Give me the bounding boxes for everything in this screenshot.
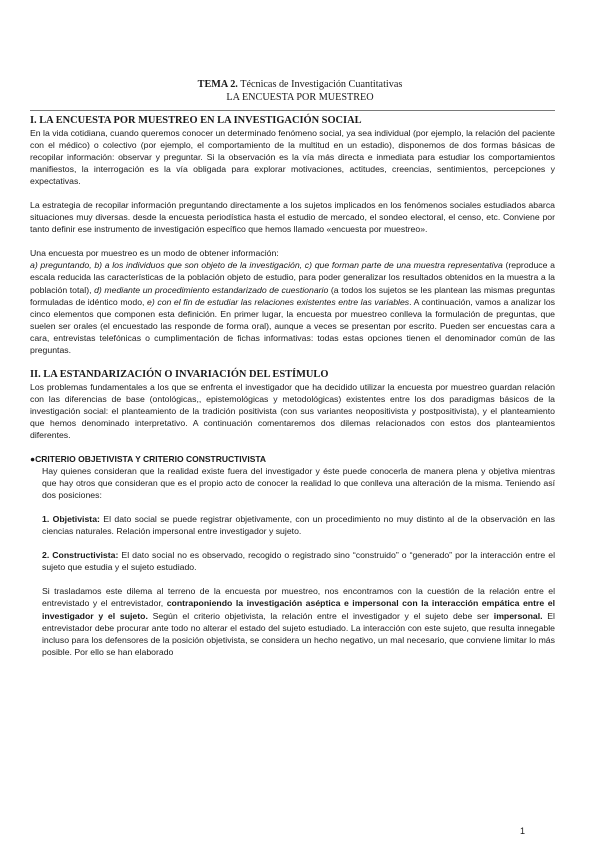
topic-line xyxy=(0,78,600,91)
para-last-bold-contrast: contraponiendo la investigación aséptica e impersonal con la interacción empática entre el investigador y el sujeto. xyxy=(42,598,555,621)
para-last-part-e: El entrevistador debe procurar ante todo no alterar el estado del sujeto estudiado. La interacción con este sujeto, que resulta innegable incluso para los defensores de la posición objetivista, se considera un hecho negativo, un mal necesario, que conviene limitar lo más posible. Por ello se han elaborado xyxy=(42,610,555,657)
para-last-part-c: Según el criterio objetivista, la relación entre el investigador y el sujeto debe ser xyxy=(147,610,494,621)
definition-d: d) mediante un procedimiento estandarizado de cuestionario xyxy=(94,284,329,295)
definition-c-explanation: (reproduce a escala reducida las características de la población objeto de estudio, para poder generalizar los resultados obtenidos en la muestra a la población total), xyxy=(30,260,556,295)
section-2-paragraph-1: Los problemas fundamentales a los que se enfrenta el investigador que ha decidido utilizar la encuesta por muestreo guardan relación con las diferencias de base (ontológicas,, epistemológicas y metodológicas) existentes entre los dos paradigmas básicos de la investigación social: el planteamiento de la tradición positivista (con sus variantes neopositivista y postpositivista), y el planteamiento que hemos denominado interpretativo. A continuación comentaremos dos dilemas relacionados con estos dos planteamientos diferentes. xyxy=(30,381,555,440)
definition-e: e) con el fin de estudiar las relaciones existentes entre las variables xyxy=(147,296,410,307)
header-divider xyxy=(30,110,555,111)
item-constructivista-label: 2. Constructivista: xyxy=(42,550,119,561)
section-2-paragraph-last xyxy=(30,585,555,657)
definition-a-b-c: a) preguntando, b) a los individuos que son objeto de la investigación, c) que forman parte de una muestra representativa xyxy=(30,260,503,271)
bullet-heading: ●CRITERIO OBJETIVISTA Y CRITERIO CONSTRUCTIVISTA xyxy=(30,454,267,465)
section-2-title: II. LA ESTANDARIZACIÓN O INVARIACIÓN DEL ESTÍMULO xyxy=(30,368,329,380)
section-1-paragraph-1: En la vida cotidiana, cuando queremos conocer un determinado fenómeno social, ya sea individual (por ejemplo, la relación del paciente con el médico) o colectivo (por ejemplo, el comportamiento de la multitud en un estadio), disponemos de dos formas básicas de recopilar información: observar y preguntar. Si la observación es la vía más directa e inmediata para estudiar los comportamientos manifiestos, la interrogación es la vía obligada para explorar motivaciones, actitudes, creencias, sentimientos, percepciones y expectativas. xyxy=(30,128,555,187)
section-1-paragraph-3-intro: Una encuesta por muestreo es un modo de obtener información: xyxy=(30,248,279,259)
item-constructivista-text: El dato social no es observado, recogido o registrado sino “construido” o “generado” por la interacción entre el sujeto que estudia y el sujeto estudiado. xyxy=(42,550,555,573)
item-objetivista-text: El dato social se puede registrar objetivamente, con un procedimiento no muy distinto al de la observación en las ciencias naturales. Relación impersonal entre investigador y sujeto. xyxy=(42,514,555,537)
page-number: 1 xyxy=(520,826,526,836)
item-objetivista xyxy=(30,513,555,537)
section-1-paragraph-2: La estrategia de recopilar información preguntando directamente a los sujetos implicados en los fenómenos sociales estudiados abarca situaciones muy diversas. desde la encuesta periodística hasta el estudio de mercado, el sondeo electoral, el censo, etc. Conviene por tanto definir ese instrumento de investigación específico que hemos llamado «encuesta por muestreo». xyxy=(30,200,555,235)
para-last-bold-impersonal: impersonal. xyxy=(493,610,543,621)
definition-d-explanation: (a todos los sujetos se les plantean las mismas preguntas formuladas de idéntico modo, xyxy=(30,284,555,307)
item-objetivista-label: 1. Objetivista: xyxy=(42,514,100,525)
document-subtitle: LA ENCUESTA POR MUESTREO xyxy=(226,92,374,103)
section-1-title: I. LA ENCUESTA POR MUESTREO EN LA INVESTIGACIÓN SOCIAL xyxy=(30,115,362,126)
document-body xyxy=(30,114,555,658)
topic-title: Técnicas de Investigación Cuantitativas xyxy=(237,79,403,90)
definition-followup: . A continuación, vamos a analizar los cinco elementos que componen esta definición. En primer lugar, la encuesta por muestreo conlleva la formulación de preguntas, que suelen ser orales (el encuestado las responde de forma oral), aunque a veces se presentan por escrito. Pueden ser encuestas cara a cara, entrevistas telefónicas o cumplimentación de fichas informativas: todas estas opciones tienen el denominador común de las preguntas. xyxy=(30,296,555,355)
section-1-paragraph-3 xyxy=(30,259,555,355)
para-last-part-a: Si trasladamos este dilema al terreno de la encuesta por muestreo, nos encontramos con la cuestión de la relación entre el entrevistado y el entrevistador, xyxy=(42,586,555,609)
item-constructivista xyxy=(30,549,555,573)
document-header xyxy=(0,78,600,104)
topic-number: TEMA 2. xyxy=(197,79,238,90)
bullet-paragraph: Hay quienes consideran que la realidad existe fuera del investigador y éste puede conocerla de manera plena y objetiva mientras que hay otros que consideran que es el propio acto de conocer la realidad lo que conlleva una alteración de la misma. Teniendo así dos posiciones: xyxy=(42,466,555,501)
